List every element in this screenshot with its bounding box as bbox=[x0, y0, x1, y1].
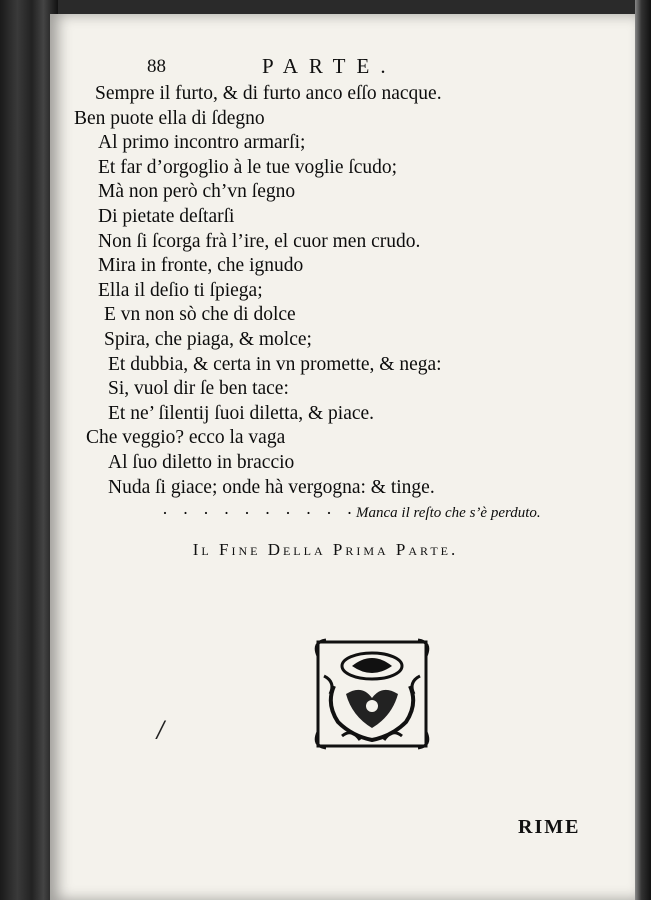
verse-line: Al ſuo diletto in braccio bbox=[108, 451, 295, 473]
facing-page-edge bbox=[635, 0, 651, 900]
verse-line: Sempre il furto, & di furto anco eſſo nacque. bbox=[95, 83, 442, 104]
verse-line: Ella il deſio ti ſpiega; bbox=[98, 279, 263, 301]
verse-line: Al primo incontro armarſi; bbox=[98, 132, 306, 154]
verse-line: Spira, che piaga, & molce; bbox=[104, 328, 312, 350]
verse-line: Non ſi ſcorga frà l’ire, el cuor men crudo. bbox=[98, 230, 421, 252]
verse-line: Nuda ſi giace; onde hà vergogna: & tinge. bbox=[108, 476, 435, 498]
margin-mark: / bbox=[157, 718, 165, 743]
verse-line: Che veggio? ecco la vaga bbox=[86, 427, 286, 449]
running-title: PARTE. bbox=[262, 54, 397, 78]
lacuna-note: Manca il reſto che s’è perduto. bbox=[356, 505, 541, 522]
closing-title: Il Fine Della Prima Parte. bbox=[192, 540, 459, 559]
verse-block bbox=[50, 82, 590, 526]
verse-line: Mà non però ch’vn ſegno bbox=[98, 181, 296, 203]
verse-line: Et ne’ ſilentij ſuoi diletta, & piace. bbox=[108, 402, 375, 424]
verse-line: Mira in fronte, che ignudo bbox=[98, 255, 304, 277]
verse-line: Et dubbia, & certa in vn promette, & nega: bbox=[108, 353, 442, 375]
page-number: 88 bbox=[147, 56, 166, 77]
lacuna-line bbox=[50, 500, 590, 526]
verse-line: E vn non sò che di dolce bbox=[104, 304, 296, 326]
lacuna-dots: · · · · · · · · · · bbox=[162, 503, 358, 524]
verse-line: Et far d’orgoglio à le tue voglie ſcudo; bbox=[98, 156, 398, 178]
page-header bbox=[92, 54, 512, 82]
verse-line: Si, vuol dir ſe ben tace: bbox=[108, 378, 289, 400]
printer-ornament-icon bbox=[312, 636, 432, 752]
verse-line: Ben puote ella di ſdegno bbox=[74, 107, 265, 129]
catchword: RIME bbox=[518, 816, 581, 838]
verse-line: Di pietate deſtarſi bbox=[98, 205, 235, 227]
